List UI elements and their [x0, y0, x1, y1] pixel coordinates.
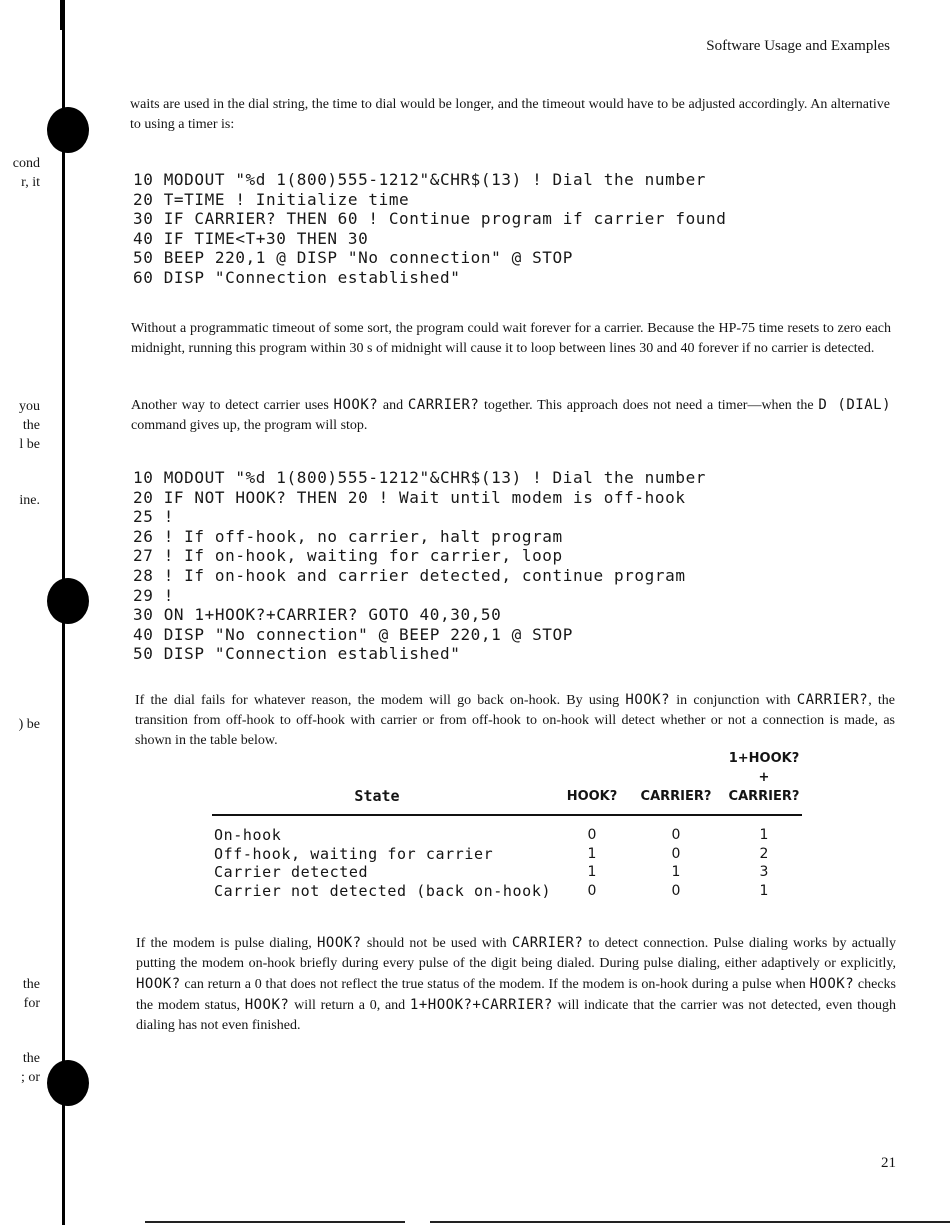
running-head: Software Usage and Examples	[706, 38, 890, 54]
margin-fragment: you	[19, 399, 40, 414]
cell-sum: 1	[759, 882, 769, 899]
text: should not be used with	[361, 936, 512, 951]
bottom-rule-left	[145, 1221, 405, 1223]
dial-command-keyword: D (DIAL)	[818, 397, 892, 413]
text: command gives up, the program will stop.	[131, 418, 368, 433]
margin-fragment: ) be	[18, 717, 40, 732]
header-sum	[724, 749, 804, 806]
cell-hook: 0	[587, 827, 597, 843]
code-line: 27 ! If on-hook, waiting for carrier, loop	[133, 546, 563, 566]
carrier-keyword: CARRIER?	[511, 935, 584, 951]
cell-sum: 1	[759, 827, 769, 843]
margin-fragment: ine.	[19, 493, 40, 508]
carrier-keyword: CARRIER?	[796, 692, 869, 708]
intro-paragraph	[130, 95, 890, 135]
text: will return a 0, and	[289, 998, 410, 1013]
cell-carrier: 0	[671, 845, 681, 862]
code-line: 10 MODOUT "%d 1(800)555-1212"&CHR$(13) ! Dial the number	[133, 468, 707, 487]
cell-hook: 1	[587, 864, 597, 880]
code-line: 60 DISP "Connection established"	[133, 267, 461, 287]
margin-fragments	[0, 0, 40, 1225]
cell-state: On-hook	[214, 826, 282, 844]
code-line: 40 IF TIME<T+30 THEN 30	[133, 228, 369, 248]
header-sum-line2: CARRIER?	[728, 789, 800, 804]
code-line: 20 T=TIME ! Initialize time	[133, 189, 410, 209]
code-listing-timer	[133, 170, 727, 288]
code-line: 20 IF NOT HOOK? THEN 20 ! Wait until modem is off-hook	[133, 487, 686, 507]
cell-hook: 0	[587, 882, 597, 899]
margin-fragment: l be	[19, 437, 40, 452]
code-line: 30 IF CARRIER? THEN 60 ! Continue program if carrier found	[133, 209, 727, 229]
pulse-dialing-paragraph	[136, 933, 896, 1036]
code-line: 30 ON 1+HOOK?+CARRIER? GOTO 40,30,50	[133, 605, 502, 625]
carrier-keyword: CARRIER?	[407, 397, 480, 413]
hook-keyword: HOOK?	[316, 935, 362, 951]
timeout-paragraph	[131, 319, 891, 359]
text: to detect connection. Pulse dialing works by actually putting the modem on-hook briefly during every pulse of the digit being dialed. During pulse dialing, either adaptively or explicitly,	[136, 936, 896, 971]
code-line: 28 ! If on-hook and carrier detected, continue program	[133, 565, 686, 585]
cell-carrier: 1	[671, 864, 681, 880]
code-line: 25 !	[133, 507, 174, 527]
punch-hole-top	[47, 107, 89, 153]
binding-edge-top	[60, 0, 65, 30]
punch-hole-middle	[47, 578, 89, 624]
cell-state: Carrier detected	[214, 863, 369, 881]
code-line: 50 DISP "Connection established"	[133, 644, 461, 664]
text: checks the modem status,	[136, 977, 896, 1013]
margin-fragment: the	[22, 418, 40, 433]
table-row	[212, 882, 802, 901]
hook-keyword: HOOK?	[244, 997, 290, 1013]
table-row	[212, 863, 802, 882]
cell-sum: 2	[759, 845, 769, 862]
hook-keyword: HOOK?	[136, 976, 181, 992]
cell-hook: 1	[587, 845, 597, 862]
text: can return a 0 that does not reflect the true status of the modem. If the modem is on-hook during a pulse when	[180, 977, 810, 992]
text: , the transition from off-hook to off-hook with carrier or from off-hook to on-hook will detect whether or not a connection is made, as shown in the table below.	[135, 693, 895, 748]
cell-carrier: 0	[671, 827, 681, 843]
margin-fragment: for	[23, 996, 40, 1011]
code-listing-hook	[133, 468, 706, 664]
code-line: 26 ! If off-hook, no carrier, halt program	[133, 526, 563, 546]
table-row	[212, 845, 802, 864]
state-table	[212, 751, 802, 900]
text: If the modem is pulse dialing,	[136, 936, 317, 951]
punch-hole-bottom	[47, 1060, 89, 1106]
cell-carrier: 0	[671, 882, 681, 899]
margin-fragment: the	[22, 977, 40, 992]
page-number: 21	[881, 1155, 896, 1171]
code-line: 10 MODOUT "%d 1(800)555-1212"&CHR$(13) ! Dial the number	[133, 170, 707, 189]
header-hook: HOOK?	[566, 789, 618, 804]
text: together. This approach does not need a timer—when the	[479, 398, 819, 413]
table-body	[212, 816, 802, 900]
sum-expression-keyword: 1+HOOK?+CARRIER?	[409, 997, 553, 1013]
text: If the dial fails for whatever reason, the modem will go back on-hook. By using	[135, 693, 626, 708]
hook-carrier-paragraph	[131, 395, 891, 436]
hook-keyword: HOOK?	[625, 692, 671, 708]
text: Another way to detect carrier uses	[131, 398, 334, 413]
code-line: 40 DISP "No connection" @ BEEP 220,1 @ STOP	[133, 624, 574, 644]
dial-fails-paragraph	[135, 690, 895, 751]
header-carrier: CARRIER?	[640, 789, 712, 804]
intro-text: waits are used in the dial string, the time to dial would be longer, and the timeout would have to be adjusted accordingly. An alternative to using a timer is:	[130, 97, 890, 132]
margin-fragment: r, it	[21, 175, 40, 190]
header-sum-line1: 1+HOOK?+	[728, 751, 800, 785]
table-header-row	[212, 751, 802, 816]
cell-state: Carrier not detected (back on-hook)	[214, 881, 552, 900]
bottom-rule-right	[430, 1221, 950, 1223]
table-row	[212, 826, 802, 845]
cell-sum: 3	[759, 864, 769, 880]
hook-keyword: HOOK?	[809, 976, 855, 992]
margin-fragment: ; or	[20, 1070, 40, 1085]
text: will indicate that the carrier was not detected, even though dialing has not even finished.	[136, 998, 896, 1033]
cell-state: Off-hook, waiting for carrier	[214, 844, 494, 863]
hook-keyword: HOOK?	[333, 397, 379, 413]
header-state: State	[354, 787, 400, 805]
timeout-text: Without a programmatic timeout of some sort, the program could wait forever for a carrier. Because the HP-75 time resets to zero each midnight, running this program within 30 s of midnight will cause it to loop between lines 30 and 40 forever if no carrier is detected.	[131, 321, 891, 356]
text: and	[378, 398, 408, 413]
margin-fragment: cond	[12, 156, 40, 171]
code-line: 50 BEEP 220,1 @ DISP "No connection" @ STOP	[133, 248, 574, 268]
code-line: 29 !	[133, 585, 174, 605]
text: in conjunction with	[670, 693, 797, 708]
margin-fragment: the	[22, 1051, 40, 1066]
